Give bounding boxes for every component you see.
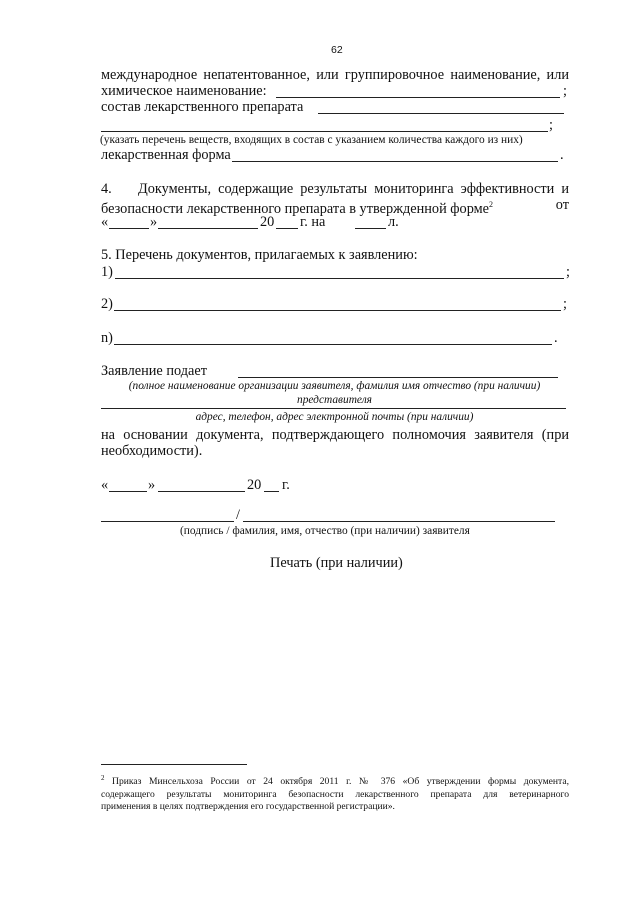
applicant-label: Заявление подает bbox=[101, 363, 207, 379]
dosage-form-end: . bbox=[560, 147, 564, 163]
footnote-separator bbox=[101, 764, 247, 765]
composition-blank-2[interactable] bbox=[101, 131, 548, 132]
date-quote-close: » bbox=[148, 477, 156, 493]
item5-end-1: ; bbox=[566, 264, 570, 280]
item4-number: 4. bbox=[101, 181, 112, 197]
composition-blank-1[interactable] bbox=[318, 113, 564, 114]
date-month-blank[interactable] bbox=[158, 491, 245, 492]
date-year-blank[interactable] bbox=[264, 491, 279, 492]
composition-hint: (указать перечень веществ, входящих в состав с указанием количества каждого из них) bbox=[100, 134, 523, 146]
dosage-form-blank[interactable] bbox=[232, 161, 558, 162]
item4-month-blank[interactable] bbox=[158, 228, 258, 229]
composition-label: состав лекарственного препарата bbox=[101, 99, 304, 115]
item5-blank-1[interactable] bbox=[115, 278, 564, 279]
intl-name-line2: химическое наименование: bbox=[101, 83, 267, 99]
signature-blank[interactable] bbox=[101, 521, 234, 522]
name-blank[interactable] bbox=[243, 521, 555, 522]
item5-blank-2[interactable] bbox=[114, 310, 561, 311]
applicant-basis-1: на основании документа, подтверждающего полномочия заявителя (при bbox=[101, 427, 569, 443]
applicant-hint-1: (полное наименование организации заявителя, фамилия имя отчество (при наличии) bbox=[128, 380, 541, 392]
item4-quote-open: « bbox=[101, 214, 109, 230]
date-year: 20 bbox=[247, 477, 262, 493]
signature-slash: / bbox=[236, 507, 240, 523]
footnote-line3: применения в целях подтверждения его государственной регистрации». bbox=[101, 801, 395, 813]
dosage-form-label: лекарственная форма bbox=[101, 147, 231, 163]
item4-line2-from: от bbox=[555, 197, 569, 213]
date-end: г. bbox=[282, 477, 290, 493]
applicant-basis-2: необходимости). bbox=[101, 443, 203, 459]
item5-end-2: ; bbox=[563, 296, 567, 312]
item4-quote-close: » bbox=[150, 214, 158, 230]
applicant-hint-2: представителя bbox=[297, 394, 372, 406]
signature-hint: (подпись / фамилия, имя, отчество (при наличии) заявителя bbox=[180, 525, 470, 537]
footnote-line1: Приказ Минсельхоза России от 24 октября 2011 г. № 376 «Об утверждении формы документа, bbox=[112, 776, 569, 788]
date-quote-open: « bbox=[101, 477, 109, 493]
item5-heading: 5. Перечень документов, прилагаемых к заявлению: bbox=[101, 247, 418, 263]
intl-name-line1: международное непатентованное, или группировочное наименование, или bbox=[101, 67, 569, 83]
intl-name-end: ; bbox=[563, 83, 567, 99]
footnote-ref: 2 bbox=[489, 200, 494, 209]
applicant-blank-2[interactable] bbox=[101, 408, 566, 409]
footnote bbox=[101, 772, 569, 814]
item4-pages-blank[interactable] bbox=[355, 228, 386, 229]
item5-label-2: 2) bbox=[101, 296, 113, 312]
applicant-hint-3: адрес, телефон, адрес электронной почты (при наличии) bbox=[195, 411, 474, 423]
footnote-mark: 2 bbox=[101, 774, 105, 782]
item5-label-n: n) bbox=[101, 330, 113, 346]
seal-label: Печать (при наличии) bbox=[270, 555, 403, 571]
page-number: 62 bbox=[331, 44, 343, 56]
item5-label-1: 1) bbox=[101, 264, 113, 280]
item4-line1: Документы, содержащие результаты мониторинга эффективности и bbox=[138, 181, 569, 197]
item4-end: л. bbox=[388, 214, 399, 230]
item4-year: 20 bbox=[260, 214, 275, 230]
item5-end-n: . bbox=[554, 330, 558, 346]
date-day-blank[interactable] bbox=[109, 491, 147, 492]
composition-end: ; bbox=[549, 117, 553, 133]
intl-name-blank[interactable] bbox=[276, 97, 560, 98]
item4-on: г. на bbox=[300, 214, 326, 230]
item4-line2 bbox=[101, 197, 569, 217]
applicant-blank-1[interactable] bbox=[238, 377, 558, 378]
item4-day-blank[interactable] bbox=[109, 228, 149, 229]
footnote-line2: содержащего результаты мониторинга безопасности лекарственного препарата для ветеринарного bbox=[101, 788, 569, 800]
item4-line2-text: безопасности лекарственного препарата в утвержденной форме bbox=[101, 200, 490, 217]
item5-blank-n[interactable] bbox=[114, 344, 552, 345]
item4-year-blank[interactable] bbox=[276, 228, 298, 229]
